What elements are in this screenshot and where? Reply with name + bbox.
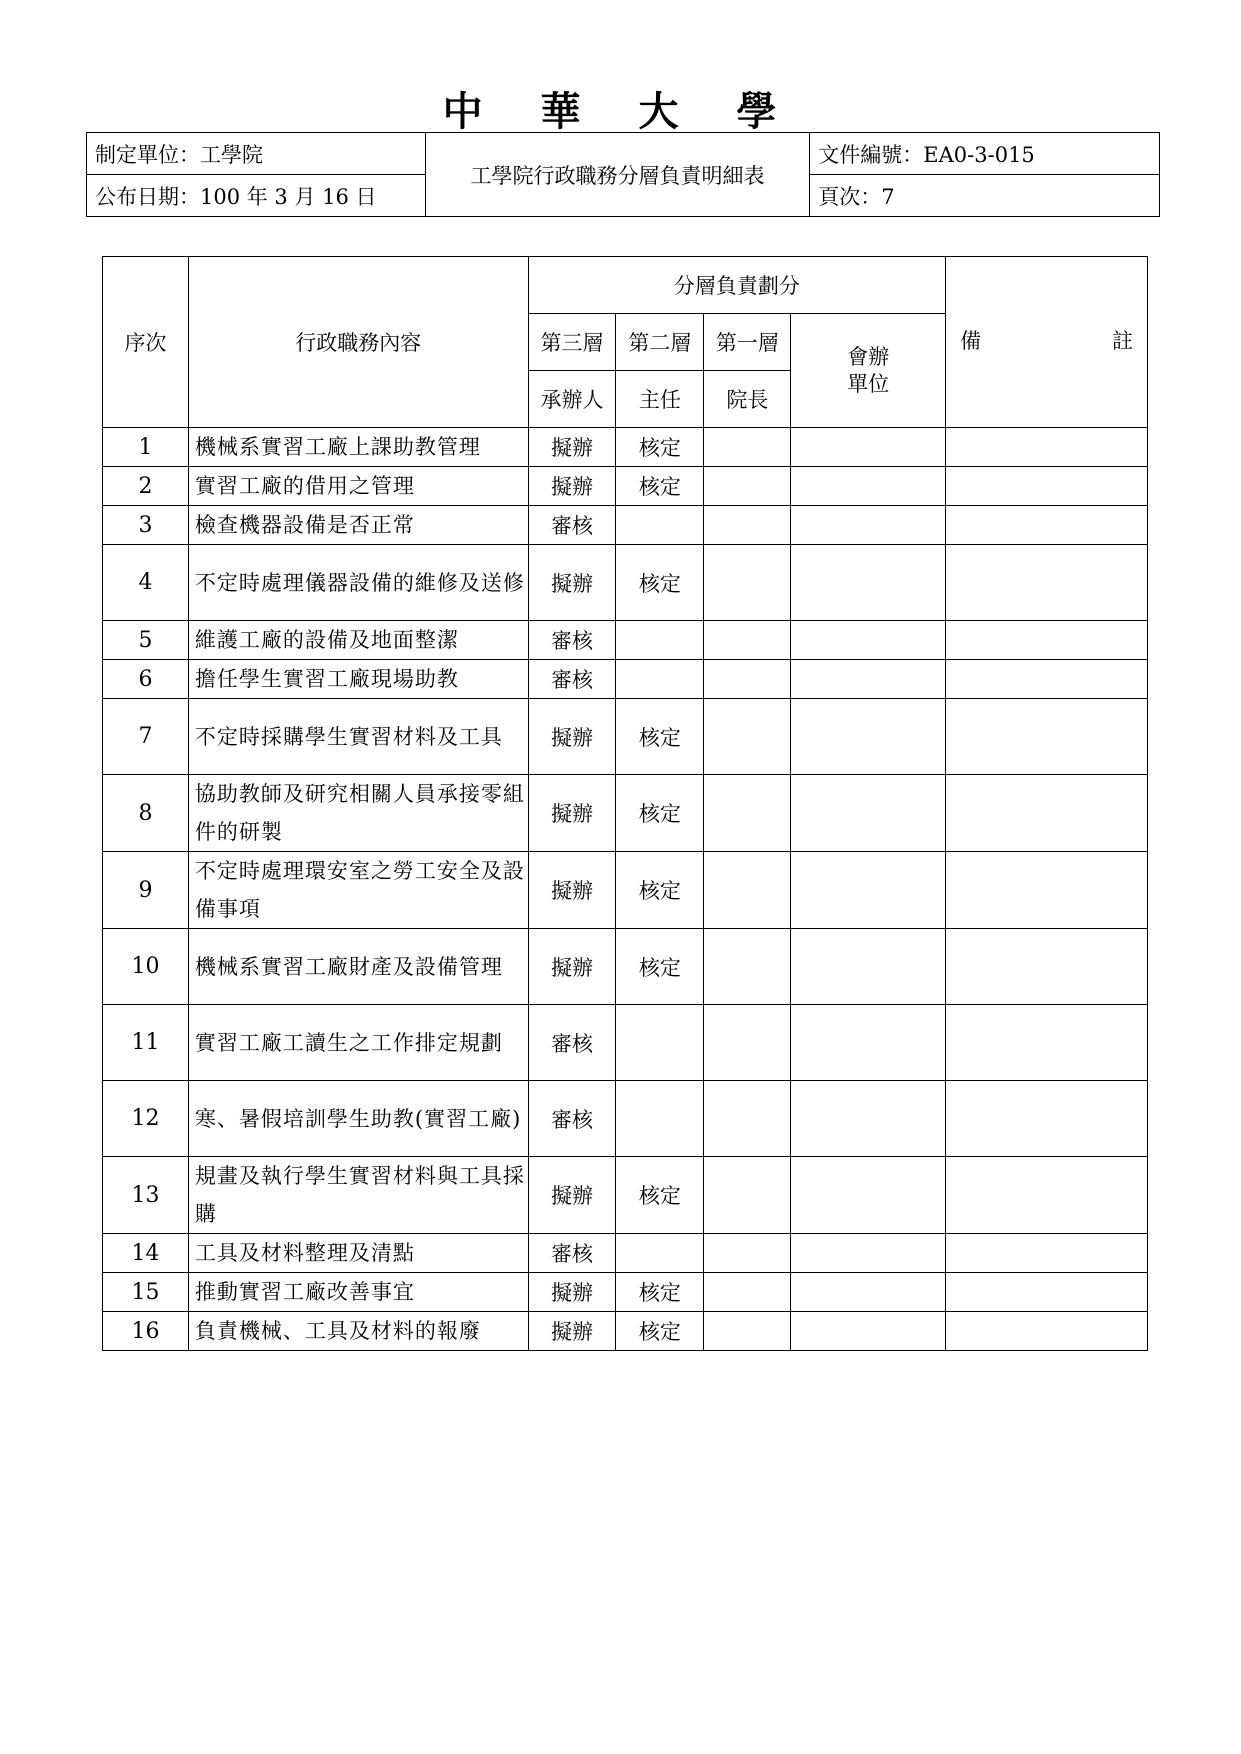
header-handler: 承辦人 [528,371,616,428]
row-coop-unit [791,852,946,929]
remark-char-1: 備 [960,329,982,353]
table-row [103,428,1148,467]
row-level3: 擬辦 [528,929,616,1005]
row-coop-unit [791,467,946,506]
row-level3: 擬辦 [528,1312,616,1351]
row-remark [946,467,1148,506]
row-coop-unit [791,1273,946,1312]
row-seq: 2 [103,467,189,506]
row-content: 機械系實習工廠財產及設備管理 [188,929,528,1005]
row-content: 擔任學生實習工廠現場助教 [188,660,528,699]
table-row [103,506,1148,545]
header-remark [946,257,1148,428]
row-level1 [704,775,791,852]
row-remark [946,545,1148,621]
row-level3: 審核 [528,660,616,699]
row-level1 [704,1081,791,1157]
row-level2 [616,621,704,660]
row-level2: 核定 [616,545,704,621]
row-content: 負責機械、工具及材料的報廢 [188,1312,528,1351]
row-level1 [704,929,791,1005]
row-level3: 擬辦 [528,1157,616,1234]
table-row [103,1005,1148,1081]
row-content: 協助教師及研究相關人員承接零組件的研製 [188,775,528,852]
row-content: 不定時處理環安室之勞工安全及設備事項 [188,852,528,929]
row-remark [946,1234,1148,1273]
document-number: 文件編號：EA0-3-015 [810,133,1160,175]
row-remark [946,1273,1148,1312]
table-row [103,699,1148,775]
row-remark [946,699,1148,775]
coop-line-1: 會辦 [847,344,890,369]
row-level1 [704,660,791,699]
row-content: 檢查機器設備是否正常 [188,506,528,545]
row-remark [946,775,1148,852]
row-content: 機械系實習工廠上課助教管理 [188,428,528,467]
row-coop-unit [791,1005,946,1081]
row-coop-unit [791,775,946,852]
row-seq: 11 [103,1005,189,1081]
row-level1 [704,1312,791,1351]
header-director: 主任 [616,371,704,428]
header-division: 分層負責劃分 [528,257,946,314]
row-level2: 核定 [616,1273,704,1312]
row-remark [946,506,1148,545]
row-level3: 擬辦 [528,545,616,621]
row-coop-unit [791,1081,946,1157]
row-seq: 8 [103,775,189,852]
row-seq: 5 [103,621,189,660]
row-seq: 6 [103,660,189,699]
row-seq: 12 [103,1081,189,1157]
row-seq: 13 [103,1157,189,1234]
row-level3: 擬辦 [528,428,616,467]
row-seq: 16 [103,1312,189,1351]
row-coop-unit [791,699,946,775]
row-level3: 審核 [528,1081,616,1157]
row-remark [946,1005,1148,1081]
row-content: 工具及材料整理及清點 [188,1234,528,1273]
document-title: 工學院行政職務分層負責明細表 [425,133,810,217]
row-level3: 審核 [528,1234,616,1273]
row-coop-unit [791,545,946,621]
row-level2 [616,506,704,545]
row-content: 不定時處理儀器設備的維修及送修 [188,545,528,621]
table-row [103,929,1148,1005]
publish-date: 公布日期：100 年 3 月 16 日 [87,175,426,217]
row-remark [946,1312,1148,1351]
row-level2 [616,660,704,699]
table-row [103,467,1148,506]
row-seq: 10 [103,929,189,1005]
row-seq: 1 [103,428,189,467]
row-remark [946,660,1148,699]
header-coop-unit [791,314,946,428]
row-level1 [704,852,791,929]
row-level3: 擬辦 [528,699,616,775]
row-level1 [704,467,791,506]
row-coop-unit [791,1157,946,1234]
row-level1 [704,1157,791,1234]
row-content: 維護工廠的設備及地面整潔 [188,621,528,660]
row-level2: 核定 [616,852,704,929]
row-seq: 3 [103,506,189,545]
issuing-unit: 制定單位：工學院 [87,133,426,175]
header-level1: 第一層 [704,314,791,371]
row-level1 [704,621,791,660]
table-row [103,1157,1148,1234]
header-content: 行政職務內容 [188,257,528,428]
table-row [103,852,1148,929]
row-level1 [704,1234,791,1273]
row-coop-unit [791,428,946,467]
row-remark [946,852,1148,929]
row-level3: 審核 [528,1005,616,1081]
row-level2 [616,1234,704,1273]
row-remark [946,428,1148,467]
page-title: 中 華 大 學 [442,89,799,135]
row-coop-unit [791,1234,946,1273]
row-level2: 核定 [616,929,704,1005]
row-coop-unit [791,1312,946,1351]
page-number: 頁次：7 [810,175,1160,217]
row-content: 不定時採購學生實習材料及工具 [188,699,528,775]
row-level2: 核定 [616,1157,704,1234]
row-level1 [704,545,791,621]
row-level1 [704,699,791,775]
table-row [103,775,1148,852]
row-level1 [704,428,791,467]
row-level3: 擬辦 [528,467,616,506]
row-content: 推動實習工廠改善事宜 [188,1273,528,1312]
row-level2: 核定 [616,699,704,775]
table-row [103,1081,1148,1157]
row-level2: 核定 [616,1312,704,1351]
row-content: 實習工廠工讀生之工作排定規劃 [188,1005,528,1081]
table-row [103,1234,1148,1273]
table-row [103,660,1148,699]
coop-line-2: 單位 [847,371,890,396]
row-seq: 4 [103,545,189,621]
row-level3: 審核 [528,506,616,545]
row-remark [946,1157,1148,1234]
table-row [103,1312,1148,1351]
header-seq: 序次 [103,257,189,428]
row-seq: 7 [103,699,189,775]
row-content: 規畫及執行學生實習材料與工具採購 [188,1157,528,1234]
row-remark [946,621,1148,660]
table-row [103,621,1148,660]
header-level3: 第三層 [528,314,616,371]
row-level1 [704,1005,791,1081]
row-level2: 核定 [616,428,704,467]
header-level2: 第二層 [616,314,704,371]
row-seq: 14 [103,1234,189,1273]
row-coop-unit [791,621,946,660]
row-level2: 核定 [616,775,704,852]
duty-table [102,256,1148,1351]
row-level2: 核定 [616,467,704,506]
remark-char-2: 註 [1112,329,1133,353]
row-level3: 擬辦 [528,852,616,929]
row-remark [946,1081,1148,1157]
row-content: 實習工廠的借用之管理 [188,467,528,506]
table-row [103,1273,1148,1312]
header-dean: 院長 [704,371,791,428]
row-seq: 9 [103,852,189,929]
row-level2 [616,1005,704,1081]
row-level2 [616,1081,704,1157]
row-level3: 審核 [528,621,616,660]
row-content: 寒、暑假培訓學生助教(實習工廠) [188,1081,528,1157]
row-remark [946,929,1148,1005]
row-coop-unit [791,506,946,545]
row-level3: 擬辦 [528,775,616,852]
row-seq: 15 [103,1273,189,1312]
row-coop-unit [791,929,946,1005]
row-coop-unit [791,660,946,699]
row-level1 [704,1273,791,1312]
row-level3: 擬辦 [528,1273,616,1312]
row-level1 [704,506,791,545]
table-row [103,545,1148,621]
document-header [86,132,1160,217]
